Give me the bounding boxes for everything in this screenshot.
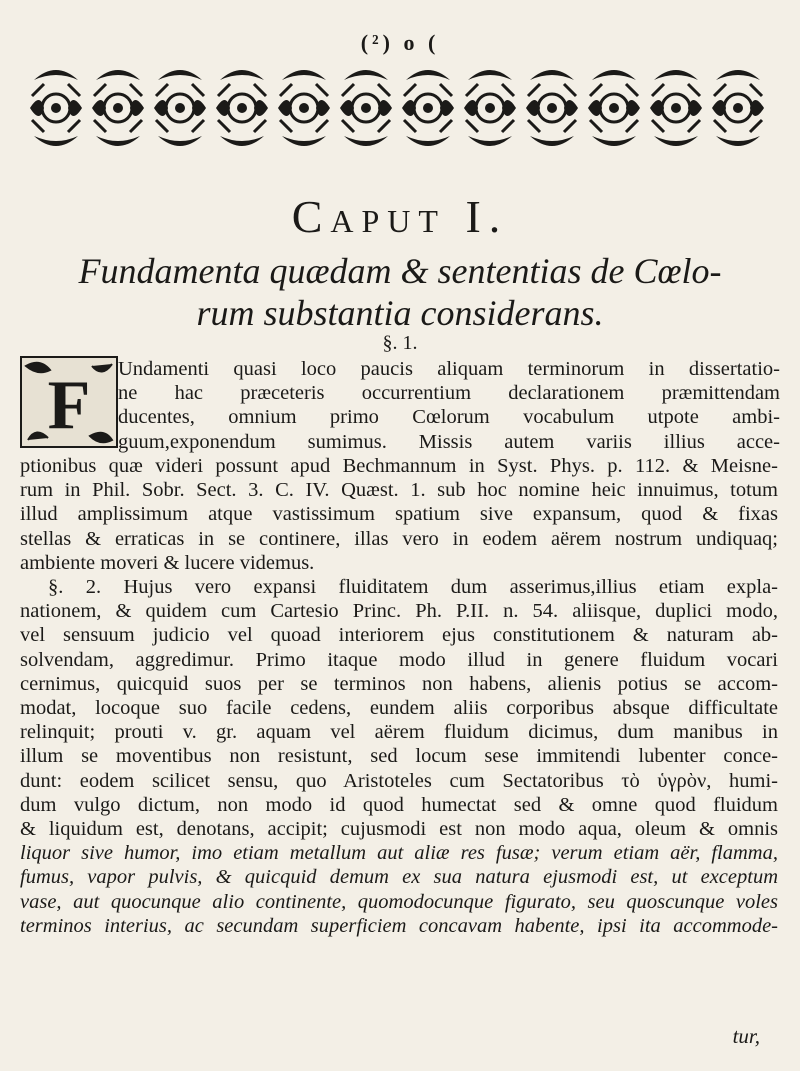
title-line-2: rum substantia considerans. xyxy=(196,293,604,333)
text-line: Undamenti quasi loco paucis aliquam terminorum in dissertatio- xyxy=(118,358,780,380)
text-line: dunt: eodem scilicet sensu, quo Aristoteles cum Sectatoribus τὸ ὑγρὸν, humi- xyxy=(20,769,778,792)
text-line: solvendam, aggredimur. Primo itaque modo illud in genere fluidum vocari xyxy=(20,648,778,671)
text-line: vel sensuum judicio vel quoad interiorem ejus constitutionem & naturam ab- xyxy=(20,624,778,647)
text-line: guum,exponendum sumimus. Missis autem variis illius acce- xyxy=(118,430,780,453)
ornamental-border xyxy=(26,56,774,160)
chapter-title xyxy=(20,250,780,334)
text-line: terminos interius, ac secundam superficiem concavam habente, ipsi ita accommode- xyxy=(20,914,778,937)
title-line-1: Fundamenta quædam & sententias de Cœlo- xyxy=(78,251,722,291)
text-line: ne hac præceteris occurrentium declarationem præmittendam xyxy=(118,382,780,405)
section-mark: §. 1. xyxy=(382,332,418,354)
text-line: ducentes, omnium primo Cœlorum vocabulum utpote ambi- xyxy=(118,406,780,429)
text-line: stellas & erraticas in se continere, illas vero in eodem aërem nostrum undiquaq; xyxy=(20,527,778,550)
text-line: ambiente moveri & lucere videmus. xyxy=(20,551,315,574)
text-line: relinquit; prouti v. gr. aquam vel aërem fluidum dicimus, dum manibus in xyxy=(20,721,778,744)
dropcap-letter: F xyxy=(47,367,91,444)
text-line: dum vulgo dictum, non modo id quod humectat sed & omne quod fluidum xyxy=(20,793,778,816)
main-text xyxy=(20,454,778,938)
chapter-heading: Caput I. xyxy=(291,191,509,242)
text-line: nationem, & quidem cum Cartesio Princ. Ph. P.II. n. 54. aliisque, duplici modo, xyxy=(20,600,778,623)
catchword: tur, xyxy=(732,1024,760,1048)
text-line: illum se moventibus non resistunt, sed locum sese immitendi lubenter conce- xyxy=(20,745,778,768)
page-mark: (²) o ( xyxy=(360,30,440,55)
text-line: ptionibus quæ videri possunt apud Bechmannum in Syst. Phys. p. 112. & Meisne- xyxy=(20,455,778,477)
text-line: illud amplissimum atque vastissimum spatium sive expansum, quod & fixas xyxy=(20,503,778,526)
text-line: modat, locoque suo facile cedens, eundem aliis corporibus absque difficultate xyxy=(20,697,778,720)
text-line: liquor sive humor, imo etiam metallum aut aliæ res fusæ; verum etiam aër, flamma, xyxy=(20,842,778,865)
text-line: & liquidum est, denotans, accipit; cujusmodi est non modo aqua, oleum & omnis xyxy=(20,818,778,841)
text-line: §. 2. Hujus vero expansi fluiditatem dum asserimus,illius etiam expla- xyxy=(48,576,778,599)
text-line: cernimus, quicquid suos per se terminos non habens, alienis potius se accom- xyxy=(20,672,778,695)
section-1-opening xyxy=(118,357,780,454)
decorated-initial xyxy=(20,356,118,448)
text-line: rum in Phil. Sobr. Sect. 3. C. IV. Quæst. 1. sub hoc nomine heic innuimus, totum xyxy=(20,479,778,502)
text-line: vase, aut quocunque alio continente, quomodocunque figurato, seu quoscunque voles xyxy=(20,890,778,913)
text-line: fumus, vapor pulvis, & quicquid demum ex sua natura ejusmodi est, ut exceptum xyxy=(20,866,778,889)
